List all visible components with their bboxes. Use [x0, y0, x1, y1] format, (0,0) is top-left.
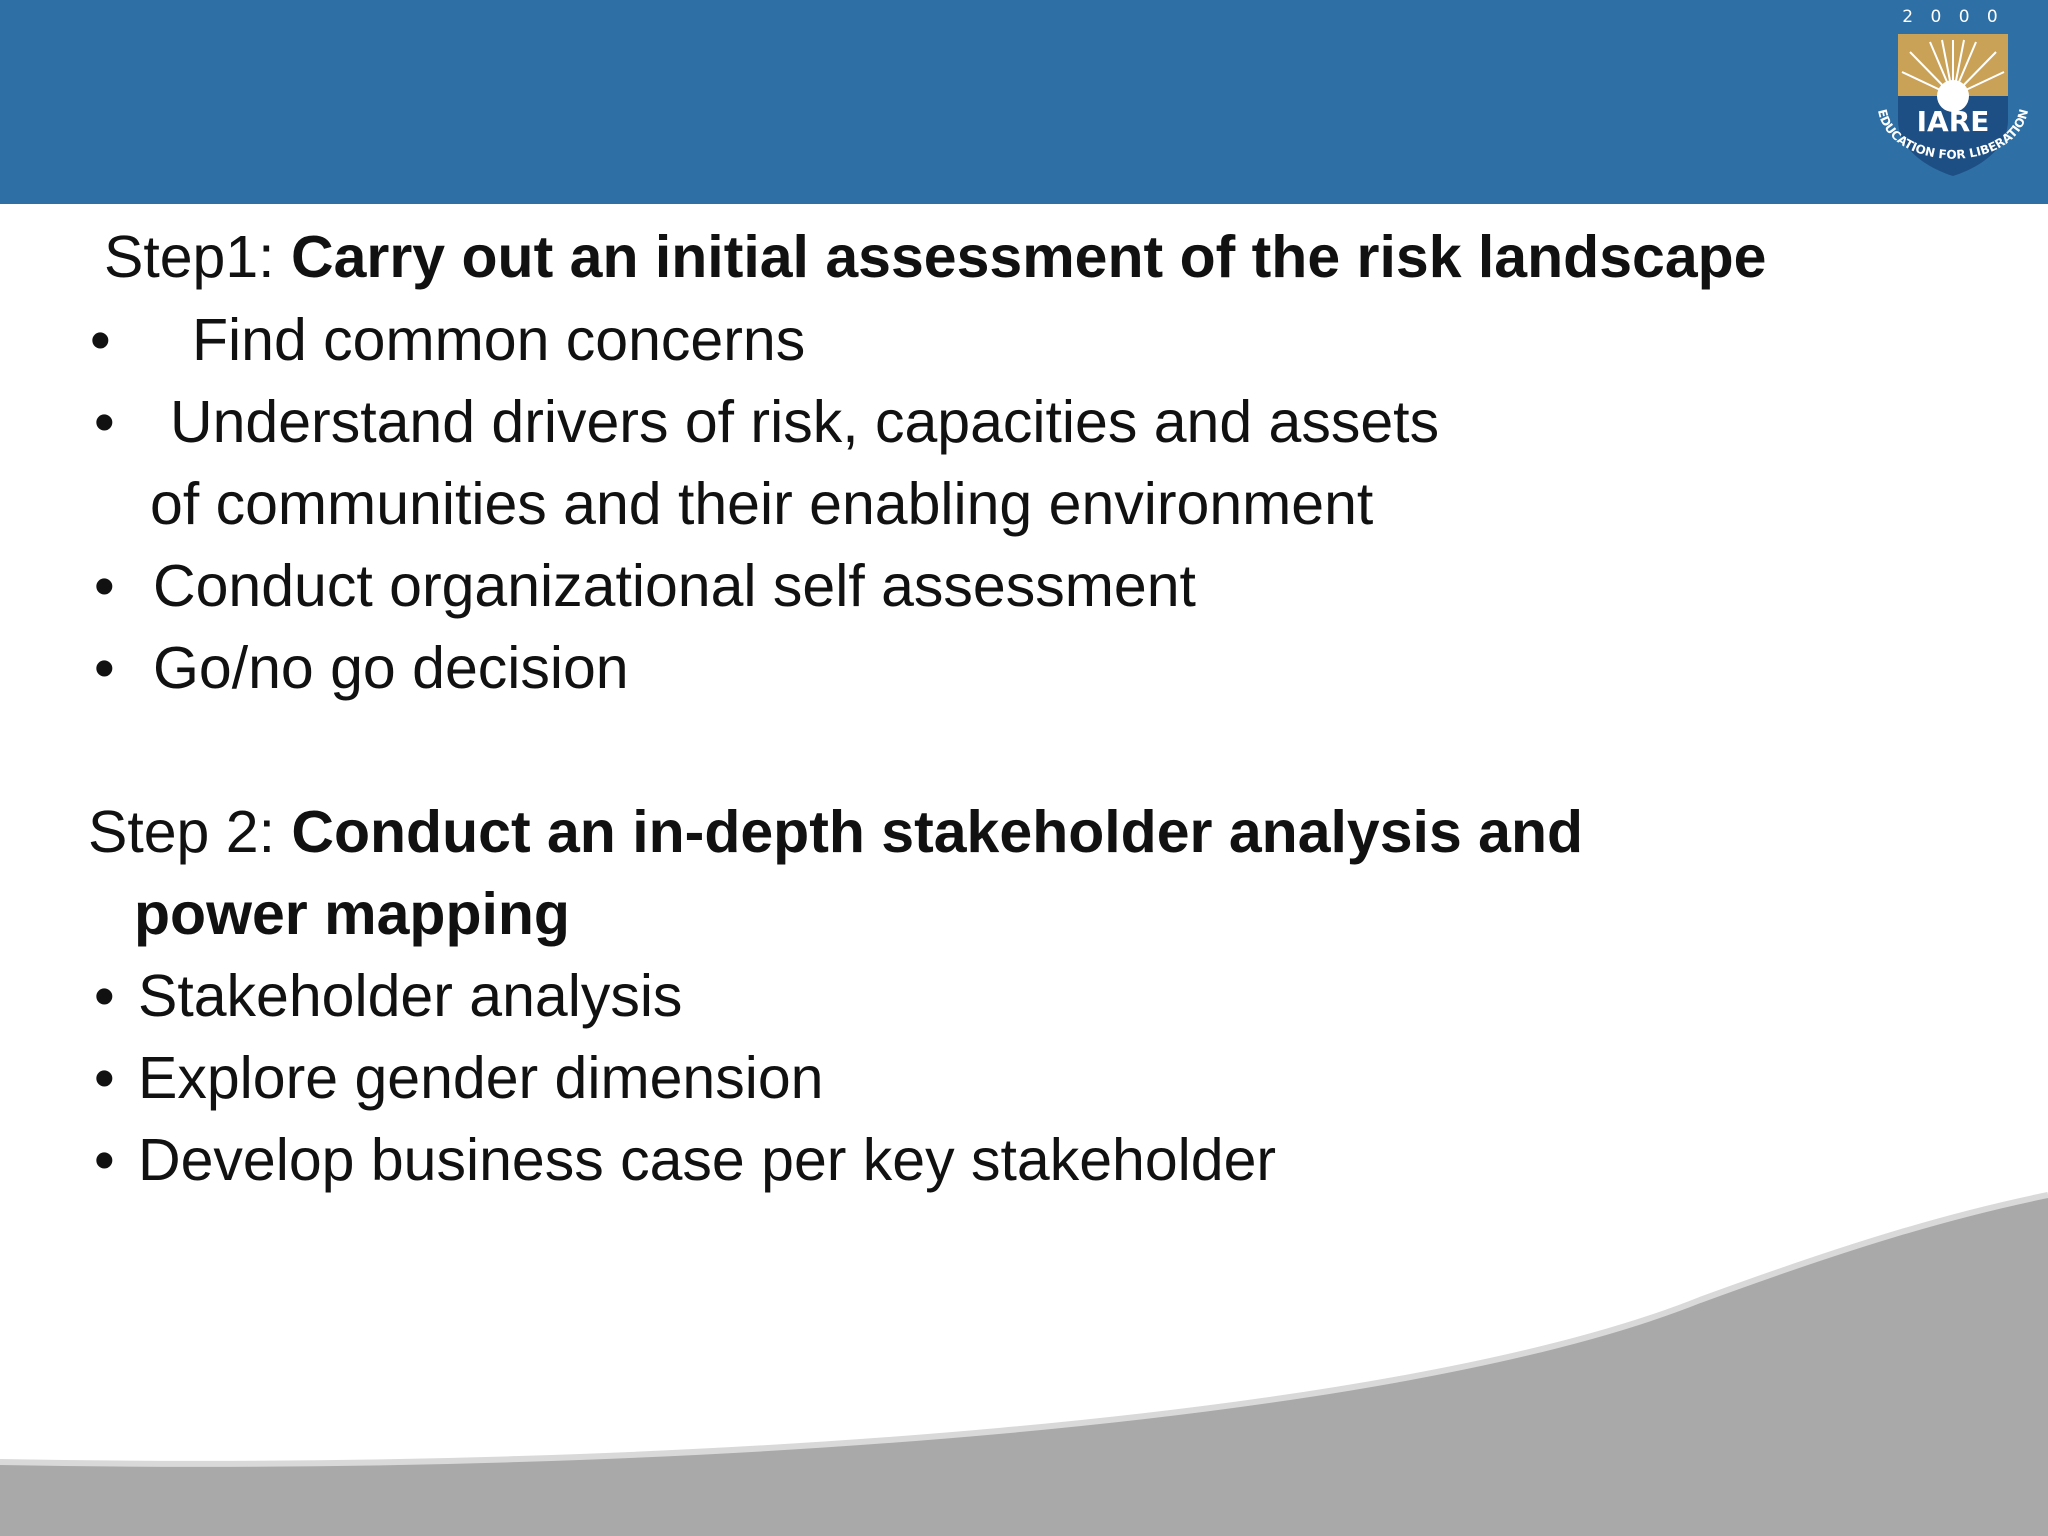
step1-prefix: Step1: — [104, 224, 291, 290]
logo-tagline: EDUCATION FOR LIBERATION — [1874, 107, 2032, 162]
step2-bullet-2: Explore gender dimension — [138, 1045, 824, 1111]
logo-name: IARE — [1916, 105, 1990, 138]
step1-bullet-2-continued: of communities and their enabling environment — [150, 471, 1374, 537]
bullet-marker: • — [94, 389, 115, 455]
bullet-marker: • — [94, 553, 115, 619]
step2-prefix: Step 2: — [88, 799, 292, 865]
step2-title-line1: Conduct an in-depth stakeholder analysis and — [291, 799, 1584, 865]
bullet-marker: • — [94, 963, 115, 1029]
step1-bullet-2: Understand drivers of risk, capacities and assets — [170, 389, 1440, 455]
bullet-marker: • — [94, 1127, 115, 1193]
step1-bullet-4: Go/no go decision — [153, 635, 629, 701]
step2-bullet-1: Stakeholder analysis — [138, 963, 683, 1029]
step2-bullet-3: Develop business case per key stakeholder — [138, 1127, 1277, 1193]
bullet-marker: • — [94, 1045, 115, 1111]
step1-title: Carry out an initial assessment of the risk landscape — [290, 224, 1767, 290]
logo-year: 2 0 0 0 — [1902, 7, 2004, 27]
step2-title-line2: power mapping — [134, 881, 570, 947]
step1-bullet-1: Find common concerns — [192, 307, 806, 373]
step1-heading — [104, 222, 1767, 292]
step1-bullet-3: Conduct organizational self assessment — [153, 553, 1196, 619]
bullet-marker: • — [90, 307, 111, 373]
step2-heading — [88, 797, 1583, 867]
bullet-marker: • — [94, 635, 115, 701]
